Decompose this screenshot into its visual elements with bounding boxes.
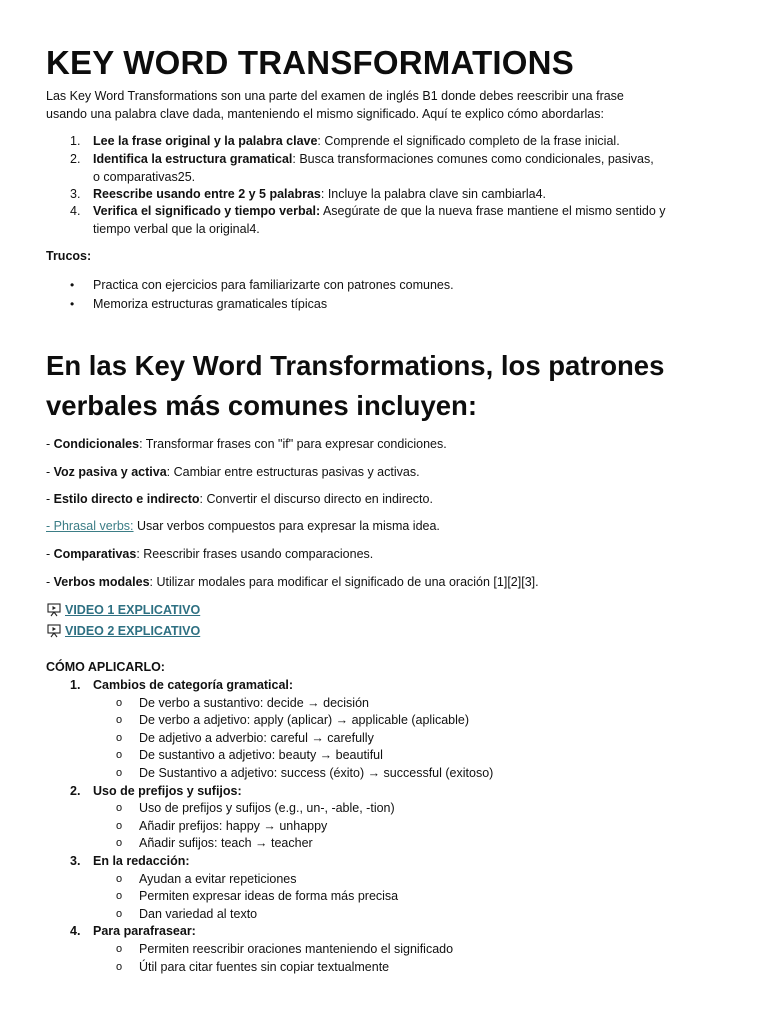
step-text: : Busca transformaciones comunes como condicionales, pasivas, bbox=[292, 152, 654, 166]
sub-bullet-marker: o bbox=[116, 820, 123, 832]
sub-bullet-marker: o bbox=[116, 837, 123, 849]
step-item bbox=[93, 203, 723, 238]
apply-item: De verbo a sustantivo: decide → decisión bbox=[139, 696, 369, 710]
sub-bullet-marker: o bbox=[116, 961, 123, 973]
pattern-bold: Verbos modales bbox=[53, 575, 150, 589]
apply-section-number: 2. bbox=[70, 784, 81, 798]
pattern-bold: Condicionales bbox=[53, 437, 140, 451]
sub-bullet-marker: o bbox=[116, 697, 123, 709]
pattern-bold: Voz pasiva y activa bbox=[53, 465, 167, 479]
trick-item: Memoriza estructuras gramaticales típicas bbox=[93, 297, 328, 311]
apply-item: Dan variedad al texto bbox=[139, 907, 258, 921]
presentation-video-icon bbox=[47, 624, 61, 638]
step-continuation: tiempo verbal que la original4. bbox=[93, 221, 260, 236]
sub-bullet-marker: o bbox=[116, 749, 123, 761]
sub-bullet-marker: o bbox=[116, 802, 123, 814]
apply-section-number: 1. bbox=[70, 678, 81, 692]
step-bold: Verifica el significado y tiempo verbal: bbox=[93, 204, 321, 218]
pattern-item bbox=[46, 546, 373, 564]
apply-section-number: 4. bbox=[70, 924, 81, 938]
step-bold: Lee la frase original y la palabra clave bbox=[93, 134, 318, 148]
sub-bullet-marker: o bbox=[116, 908, 123, 920]
sub-bullet-marker: o bbox=[116, 732, 123, 744]
step-bold: Reescribe usando entre 2 y 5 palabras bbox=[93, 187, 321, 201]
step-number: 3. bbox=[70, 187, 81, 201]
apply-item: De verbo a adjetivo: apply (aplicar) → applicable (aplicable) bbox=[139, 713, 470, 727]
presentation-video-icon bbox=[47, 603, 61, 617]
step-number: 1. bbox=[70, 134, 81, 148]
apply-section-number: 3. bbox=[70, 854, 81, 868]
apply-item: Permiten expresar ideas de forma más precisa bbox=[139, 889, 399, 903]
pattern-bold: Estilo directo e indirecto bbox=[53, 492, 200, 506]
apply-item: Uso de prefijos y sufijos (e.g., un-, -able, -tion) bbox=[139, 801, 395, 815]
apply-item: Permiten reescribir oraciones manteniendo el significado bbox=[139, 942, 454, 956]
pattern-prefix: - bbox=[46, 492, 54, 506]
apply-item: De Sustantivo a adjetivo: success (éxito) → successful (exitoso) bbox=[139, 766, 494, 780]
sub-bullet-marker: o bbox=[116, 873, 123, 885]
apply-label: CÓMO APLICARLO: bbox=[46, 660, 165, 674]
apply-item: Añadir sufijos: teach → teacher bbox=[139, 836, 313, 850]
intro-line-2: usando una palabra clave dada, manteniendo el mismo significado. Aquí te explico cómo abordarlas: bbox=[46, 106, 604, 121]
intro-line-1: Las Key Word Transformations son una parte del examen de inglés B1 donde debes reescribir una frase bbox=[46, 89, 624, 103]
step-item bbox=[93, 151, 723, 186]
apply-item: De adjetivo a adverbio: careful → carefully bbox=[139, 731, 374, 745]
pattern-bold: Comparativas bbox=[53, 547, 137, 561]
sub-bullet-marker: o bbox=[116, 943, 123, 955]
trick-item: Practica con ejercicios para familiarizarte con patrones comunes. bbox=[93, 278, 454, 292]
sub-bullet-marker: o bbox=[116, 767, 123, 779]
pattern-prefix: - bbox=[46, 437, 54, 451]
step-number: 2. bbox=[70, 152, 81, 166]
pattern-text: Usar verbos compuestos para expresar la misma idea. bbox=[133, 519, 440, 533]
bullet-marker: • bbox=[70, 278, 75, 292]
phrasal-verbs-link[interactable]: - Phrasal verbs: bbox=[46, 519, 134, 533]
pattern-text: : Utilizar modales para modificar el significado de una oración [1][2][3]. bbox=[149, 575, 539, 589]
apply-item: Útil para citar fuentes sin copiar textualmente bbox=[139, 960, 390, 974]
pattern-item bbox=[46, 491, 433, 509]
step-text: : Incluye la palabra clave sin cambiarla4. bbox=[320, 187, 547, 201]
pattern-item bbox=[46, 518, 440, 536]
section-heading-line-1: En las Key Word Transformations, los patrones bbox=[46, 350, 665, 381]
section-heading bbox=[46, 346, 746, 426]
bullet-marker: • bbox=[70, 297, 75, 311]
sub-bullet-marker: o bbox=[116, 714, 123, 726]
intro-paragraph bbox=[46, 88, 726, 123]
step-text: : Comprende el significado completo de la frase inicial. bbox=[317, 134, 620, 148]
tricks-label: Trucos: bbox=[46, 249, 92, 263]
page-title: KEY WORD TRANSFORMATIONS bbox=[46, 44, 574, 81]
video-1-link[interactable]: VIDEO 1 EXPLICATIVO bbox=[65, 603, 201, 617]
pattern-prefix: - bbox=[46, 575, 54, 589]
pattern-text: : Cambiar entre estructuras pasivas y activas. bbox=[166, 465, 420, 479]
pattern-item bbox=[46, 436, 447, 454]
step-bold: Identifica la estructura gramatical bbox=[93, 152, 293, 166]
step-number: 4. bbox=[70, 204, 81, 218]
apply-section-title: En la redacción: bbox=[93, 854, 190, 868]
sub-bullet-marker: o bbox=[116, 890, 123, 902]
step-continuation: o comparativas25. bbox=[93, 169, 196, 184]
pattern-text: : Convertir el discurso directo en indirecto. bbox=[199, 492, 433, 506]
pattern-prefix: - bbox=[46, 465, 54, 479]
pattern-text: : Reescribir frases usando comparaciones. bbox=[136, 547, 374, 561]
pattern-text: : Transformar frases con "if" para expresar condiciones. bbox=[139, 437, 447, 451]
apply-item: Añadir prefijos: happy → unhappy bbox=[139, 819, 328, 833]
pattern-item bbox=[46, 574, 539, 592]
pattern-prefix: - bbox=[46, 547, 54, 561]
section-heading-line-2: verbales más comunes incluyen: bbox=[46, 390, 478, 421]
apply-item: Ayudan a evitar repeticiones bbox=[139, 872, 297, 886]
apply-section-title: Cambios de categoría gramatical: bbox=[93, 678, 294, 692]
apply-section-title: Para parafrasear: bbox=[93, 924, 196, 938]
step-text: Asegúrate de que la nueva frase mantiene el mismo sentido y bbox=[320, 204, 666, 218]
video-2-link[interactable]: VIDEO 2 EXPLICATIVO bbox=[65, 624, 201, 638]
pattern-item bbox=[46, 464, 420, 482]
step-item bbox=[93, 133, 723, 151]
apply-item: De sustantivo a adjetivo: beauty → beautiful bbox=[139, 748, 383, 762]
step-item bbox=[93, 186, 723, 204]
apply-section-title: Uso de prefijos y sufijos: bbox=[93, 784, 242, 798]
